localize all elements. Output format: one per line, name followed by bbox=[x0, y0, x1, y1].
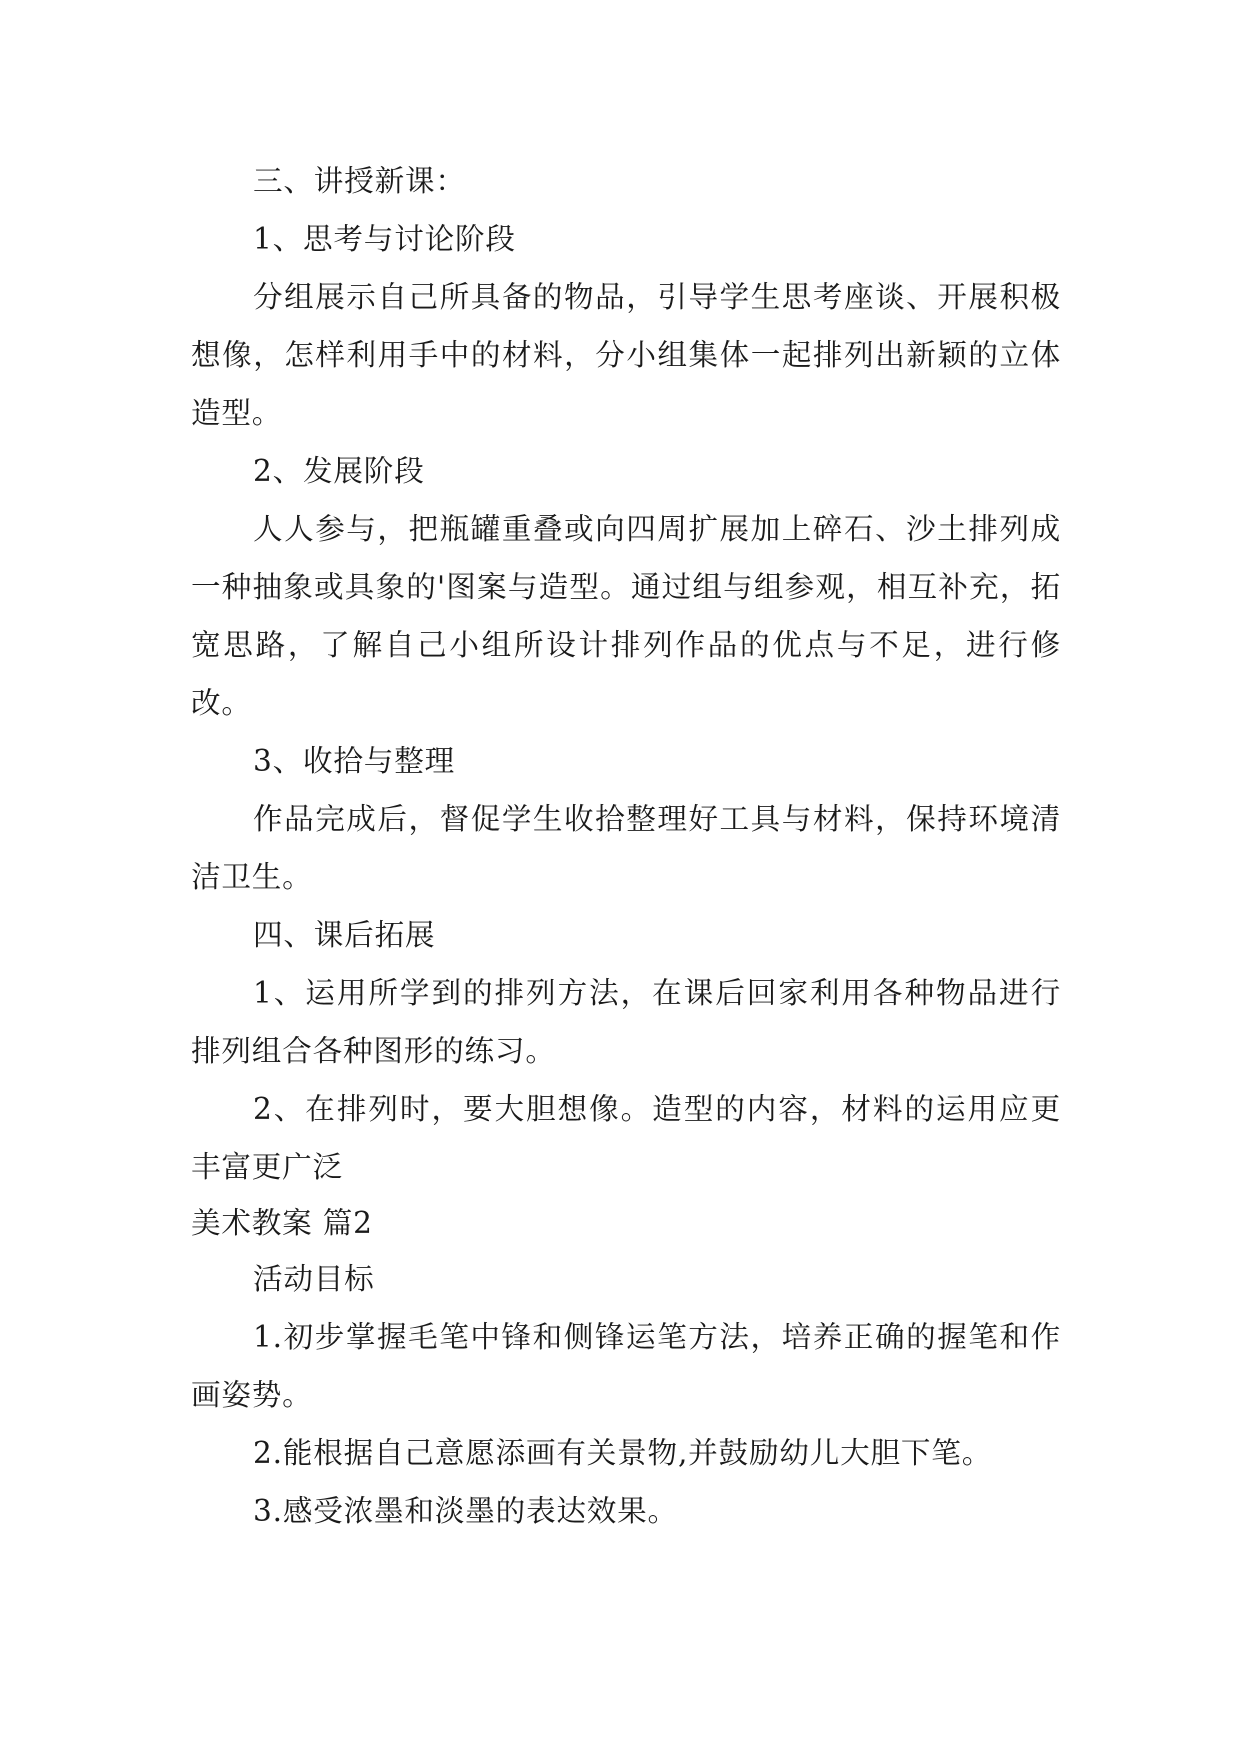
paragraph-development: 人人参与，把瓶罐重叠或向四周扩展加上碎石、沙土排列成一种抽象或具象的'图案与造型。通过组与组参观，相互补充，拓宽思路，了解自己小组所设计排列作品的优点与不足，进行修改。 bbox=[191, 512, 1061, 720]
heading-activity-goals: 活动目标 bbox=[253, 1262, 375, 1296]
paragraph-after-class-2: 2、在排列时，要大胆想像。造型的内容，材料的运用应更丰富更广泛 bbox=[191, 1092, 1061, 1184]
goal-item-2: 2.能根据自己意愿添画有关景物,并鼓励幼儿大胆下笔。 bbox=[253, 1436, 993, 1470]
subheading-development: 2、发展阶段 bbox=[253, 454, 425, 488]
goal-item-3: 3.感受浓墨和淡墨的表达效果。 bbox=[253, 1494, 678, 1528]
document-body bbox=[191, 152, 1061, 1540]
subheading-think-discuss: 1、思考与讨论阶段 bbox=[253, 222, 516, 256]
heading-lecture-new-lesson: 三、讲授新课： bbox=[253, 164, 466, 198]
paragraph-cleanup: 作品完成后，督促学生收拾整理好工具与材料，保持环境清洁卫生。 bbox=[191, 802, 1061, 894]
subheading-cleanup: 3、收拾与整理 bbox=[253, 744, 455, 778]
goal-item-1: 1.初步掌握毛笔中锋和侧锋运笔方法，培养正确的握笔和作画姿势。 bbox=[191, 1320, 1061, 1412]
paragraph-after-class-1: 1、运用所学到的排列方法，在课后回家利用各种物品进行排列组合各种图形的练习。 bbox=[191, 976, 1061, 1068]
section-title: 美术教案 篇2 bbox=[191, 1206, 373, 1240]
heading-after-class: 四、课后拓展 bbox=[253, 918, 436, 952]
paragraph-think-discuss: 分组展示自己所具备的物品，引导学生思考座谈、开展积极想像，怎样利用手中的材料，分小组集体一起排列出新颖的立体造型。 bbox=[191, 280, 1061, 430]
